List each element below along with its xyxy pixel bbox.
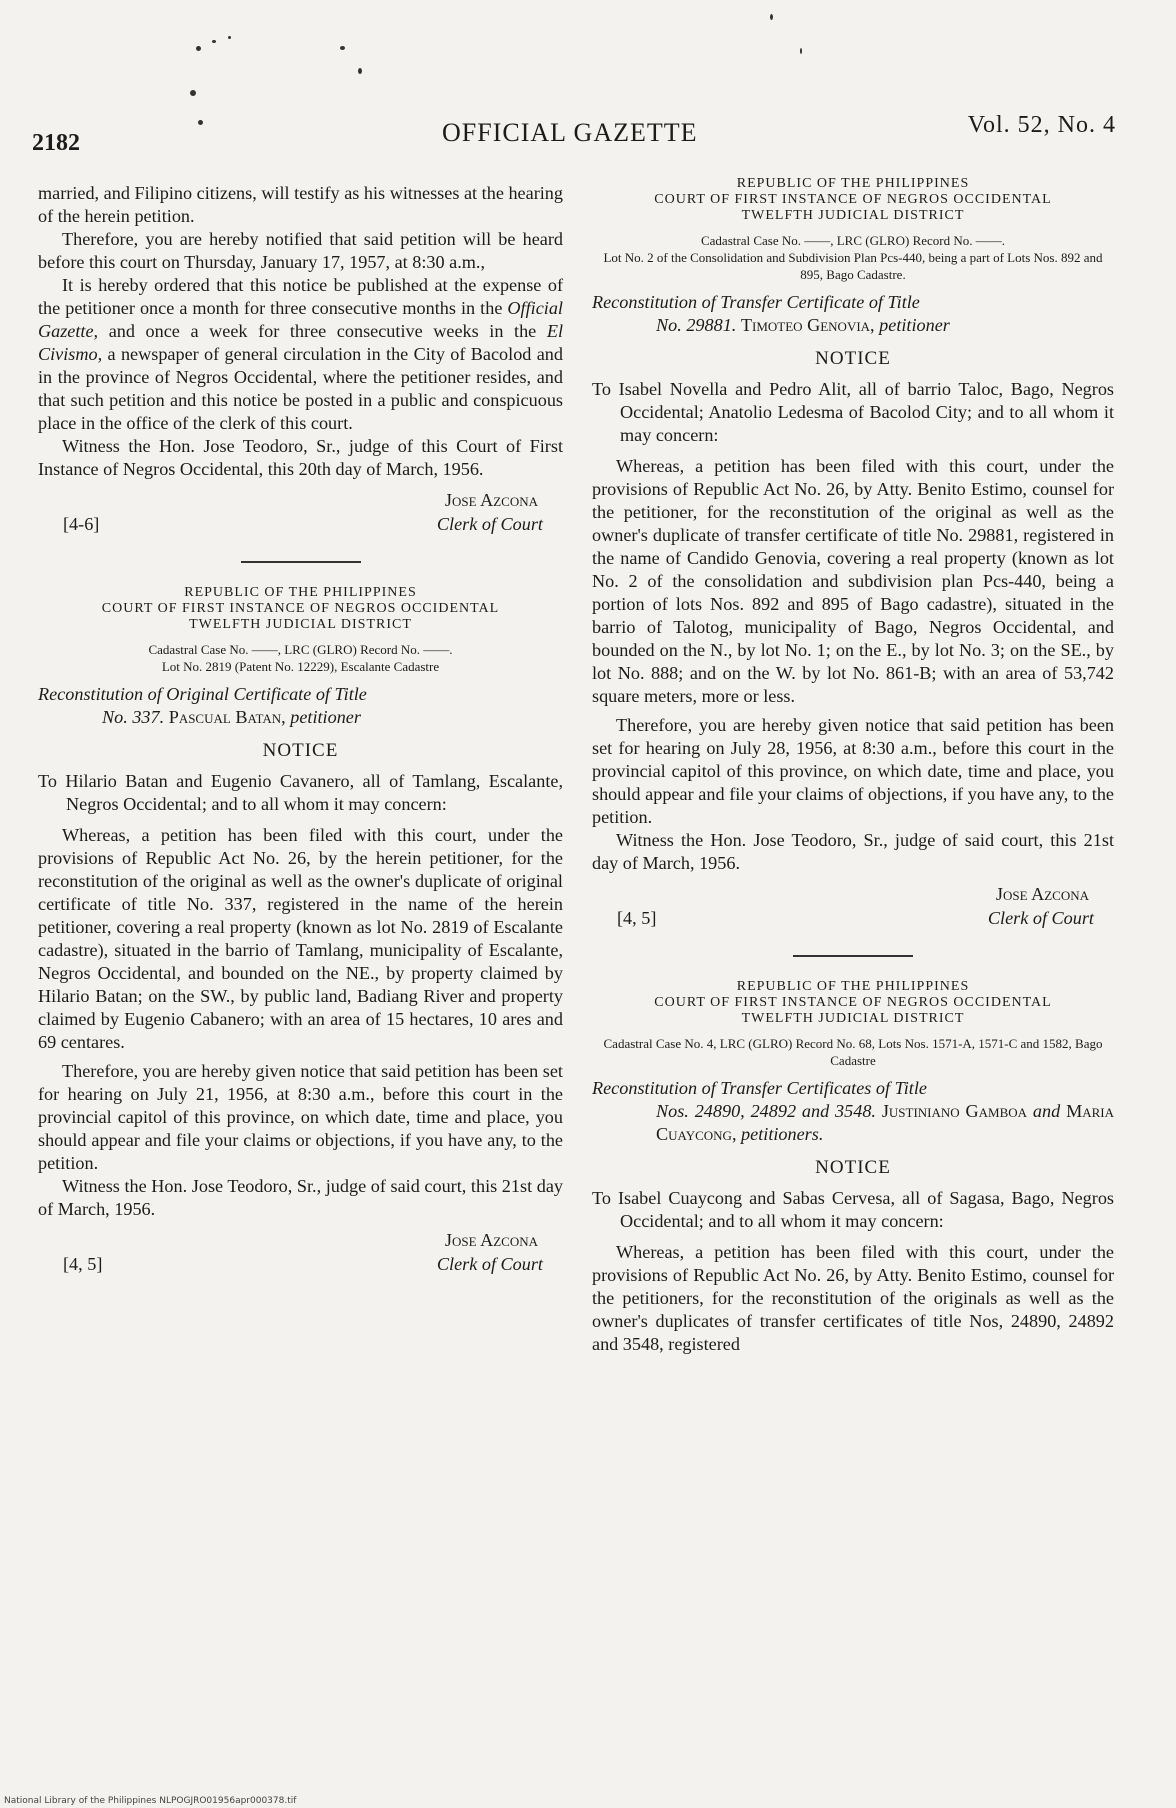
petitioner-name: Maria Cuaycong, bbox=[656, 1101, 1115, 1144]
recon-number: 3548. bbox=[835, 1101, 876, 1121]
recon-and: and bbox=[1032, 1101, 1061, 1121]
case-details bbox=[592, 1035, 1114, 1069]
addressee-paragraph: To Hilario Batan and Eugenio Cavanero, all of Tamlang, Escalante, Negros Occidental; and to all whom it may concern: bbox=[38, 771, 563, 814]
clerk-name: Jose Azcona bbox=[995, 884, 1089, 904]
section-divider bbox=[793, 955, 913, 957]
heading-line: TWELFTH JUDICIAL DISTRICT bbox=[741, 1011, 965, 1026]
heading-line: COURT OF FIRST INSTANCE OF NEGROS OCCIDENTAL bbox=[101, 601, 500, 616]
volume-number: Vol. 52, No. 4 bbox=[967, 112, 1116, 138]
addressee-paragraph: To Isabel Novella and Pedro Alit, all of barrio Taloc, Bago, Negros Occidental; Anatolio Ledesma of Bacolod City; and to all whom it may concern: bbox=[592, 379, 1114, 445]
newspaper-name: El Civismo, bbox=[38, 321, 563, 364]
publication-title: OFFICIAL GAZETTE bbox=[442, 118, 698, 147]
case-line: Cadastral Case No. 4, LRC (GLRO) Record No. 68, Lots Nos. 1571-A, 1571-C and 1582, Bago Cadastre bbox=[603, 1036, 1103, 1068]
left-column bbox=[38, 182, 563, 1281]
scan-speck bbox=[340, 46, 345, 50]
recon-number: No. 29881. bbox=[656, 315, 737, 335]
court-heading bbox=[592, 979, 1114, 1027]
signature-block bbox=[38, 489, 563, 541]
petitioner-name: Justiniano Gamboa bbox=[881, 1101, 1028, 1121]
heading-line: REPUBLIC OF THE PHILIPPINES bbox=[736, 979, 970, 994]
case-line: Lot No. 2 of the Consolidation and Subdivision Plan Pcs-440, being a part of Lots Nos. 892 and 895, Bago Cadastre. bbox=[603, 250, 1103, 282]
page-number: 2182 bbox=[32, 130, 80, 156]
hearing-paragraph: Therefore, you are hereby given notice that said petition has been set for hearing on July 28, 1956, at 8:30 a.m., before this court in the provincial capitol of this province, on which date, time and place, you should appear and file your claims of objections, if you have any, to the petition. bbox=[592, 715, 1114, 827]
court-heading bbox=[38, 585, 563, 633]
clerk-title: Clerk of Court bbox=[436, 514, 543, 534]
heading-line: TWELFTH JUDICIAL DISTRICT bbox=[189, 617, 412, 632]
petitioner-label: petitioner bbox=[879, 315, 950, 335]
notice-heading: NOTICE bbox=[262, 740, 339, 761]
signature-block bbox=[38, 1229, 563, 1281]
right-column bbox=[592, 176, 1114, 1356]
recon-sub bbox=[38, 706, 563, 729]
issue-reference: [4, 5] bbox=[617, 908, 657, 928]
scan-speck bbox=[770, 14, 773, 20]
hearing-paragraph: Therefore, you are hereby given notice that said petition has been set for hearing on July 21, 1956, at 8:30 a.m., before this court in the provincial capitol of this province, on which date, time and place, you should appear and file your claims or objections, if you have any, to the petition. bbox=[38, 1061, 563, 1173]
text-run: It is hereby ordered that this notice be published at the expense of the petitioner once a month for three consecutive months in the bbox=[38, 275, 563, 318]
publication-order-paragraph bbox=[38, 274, 563, 435]
petitioner-name: Pascual Batan, bbox=[168, 707, 286, 727]
newspaper-name: Official Gazette, bbox=[38, 298, 563, 341]
body-paragraph: Therefore, you are hereby notified that said petition will be heard before this court on Thursday, January 17, 1957, at 8:30 a.m., bbox=[38, 229, 563, 272]
scan-speck bbox=[228, 36, 231, 39]
section-divider bbox=[241, 561, 361, 563]
heading-line: REPUBLIC OF THE PHILIPPINES bbox=[736, 176, 970, 191]
notice-heading: NOTICE bbox=[815, 1157, 891, 1178]
reconstitution-title bbox=[592, 1077, 1114, 1146]
recon-sub bbox=[592, 1100, 1114, 1146]
clerk-name: Jose Azcona bbox=[444, 1230, 538, 1250]
scan-speck bbox=[196, 46, 201, 51]
heading-line: COURT OF FIRST INSTANCE OF NEGROS OCCIDENTAL bbox=[654, 995, 1052, 1010]
scan-speck bbox=[800, 48, 802, 54]
case-line: Lot No. 2819 (Patent No. 12229), Escalante Cadastre bbox=[161, 659, 440, 674]
clerk-name: Jose Azcona bbox=[444, 490, 538, 510]
recon-and: and bbox=[801, 1101, 830, 1121]
witness-paragraph: Witness the Hon. Jose Teodoro, Sr., judge of said court, this 21st day of March, 1956. bbox=[38, 1176, 563, 1219]
addressee-paragraph: To Isabel Cuaycong and Sabas Cervesa, all of Sagasa, Bago, Negros Occidental; and to all whom it may concern: bbox=[592, 1188, 1114, 1231]
whereas-paragraph: Whereas, a petition has been filed with this court, under the provisions of Republic Act No. 26, by Atty. Benito Estimo, counsel for the petitioner, for the reconstitution of the original as well as the owner's duplicate of transfer certificate of title No. 29881, registered in the name of Candido Genovia, covering a real property (known as lot No. 2 of the consolidation and subdivision plan Pcs-440, being a portion of lots Nos. 892 and 895 of Bago cadastre), situated in the barrio of Talotog, municipality of Bago, Negros Occidental, and bounded on the N., by lot No. 1; on the E., by lot No. 3; on the SE., by lot No. 888; and on the W. by lot No. 861-B; with an area of 53,742 square meters, more or less. bbox=[592, 456, 1114, 706]
clerk-title: Clerk of Court bbox=[987, 908, 1094, 928]
scan-speck bbox=[212, 40, 216, 43]
scan-source-footer: National Library of the Philippines NLPOGJRO01956apr000378.tif bbox=[4, 1796, 297, 1806]
case-line: Cadastral Case No. ——, LRC (GLRO) Record No. ——. bbox=[700, 233, 1005, 248]
page-header bbox=[32, 112, 1116, 158]
petitioner-label: petitioners. bbox=[741, 1124, 824, 1144]
recon-title: Reconstitution of Transfer Certificate of Title bbox=[592, 292, 920, 312]
reconstitution-title bbox=[38, 683, 563, 729]
signature-block bbox=[592, 883, 1114, 935]
text-run: and once a week for three consecutive weeks in the bbox=[98, 321, 547, 341]
text-run: a newspaper of general circulation in the City of Bacolod and in the province of Negros Occidental, where the petitioner resides, and that such petition and this notice be posted in a public and conspicuous place in the office of the clerk of this court. bbox=[38, 344, 563, 433]
whereas-paragraph: Whereas, a petition has been filed with this court, under the provisions of Republic Act No. 26, by Atty. Benito Estimo, counsel for the petitioners, for the reconstitution of the originals as well as the owner's duplicates of transfer certificates of title Nos, 24890, 24892 and 3548, registered bbox=[592, 1242, 1114, 1354]
recon-numbers: Nos. 24890, 24892 bbox=[656, 1101, 797, 1121]
case-details bbox=[38, 641, 563, 675]
heading-line: REPUBLIC OF THE PHILIPPINES bbox=[184, 585, 417, 600]
recon-title: Reconstitution of Original Certificate of Title bbox=[38, 684, 367, 704]
scan-speck bbox=[358, 68, 362, 74]
whereas-paragraph: Whereas, a petition has been filed with this court, under the provisions of Republic Act No. 26, by the herein petitioner, for the reconstitution of the original as well as the owner's duplicate of original certificate of title No. 337, registered in the name of the herein petitioner, covering a real property (known as lot No. 2819 of Escalante cadastre), situated in the barrio of Tamlang, municipality of Escalante, Negros Occidental, and bounded on the NE., by property claimed by Hilario Batan; on the SW., by public land, Badiang River and property claimed by Eugenio Cabanero; with an area of 15 hectares, 10 ares and 69 centares. bbox=[38, 825, 563, 1052]
scan-speck bbox=[190, 90, 196, 96]
body-paragraph: married, and Filipino citizens, will testify as his witnesses at the hearing of the herein petition. bbox=[38, 183, 563, 226]
heading-line: TWELFTH JUDICIAL DISTRICT bbox=[741, 208, 965, 223]
issue-reference: [4, 5] bbox=[63, 1254, 103, 1274]
reconstitution-title bbox=[592, 291, 1114, 337]
issue-reference: [4-6] bbox=[63, 514, 100, 534]
case-details bbox=[592, 232, 1114, 283]
petitioner-name: Timoteo Genovia, bbox=[740, 315, 875, 335]
petitioner-label: petitioner bbox=[290, 707, 361, 727]
court-heading bbox=[592, 176, 1114, 224]
witness-paragraph: Witness the Hon. Jose Teodoro, Sr., judge of said court, this 21st day of March, 1956. bbox=[592, 830, 1114, 873]
heading-line: COURT OF FIRST INSTANCE OF NEGROS OCCIDENTAL bbox=[654, 192, 1052, 207]
witness-paragraph: Witness the Hon. Jose Teodoro, Sr., judge of this Court of First Instance of Negros Occidental, this 20th day of March, 1956. bbox=[38, 436, 563, 479]
case-line: Cadastral Case No. ——, LRC (GLRO) Record No. ——. bbox=[148, 642, 453, 657]
recon-number: No. 337. bbox=[102, 707, 165, 727]
recon-title: Reconstitution of Transfer Certificates of Title bbox=[592, 1078, 927, 1098]
clerk-title: Clerk of Court bbox=[436, 1254, 543, 1274]
recon-sub bbox=[592, 314, 1114, 337]
notice-heading: NOTICE bbox=[815, 348, 891, 369]
